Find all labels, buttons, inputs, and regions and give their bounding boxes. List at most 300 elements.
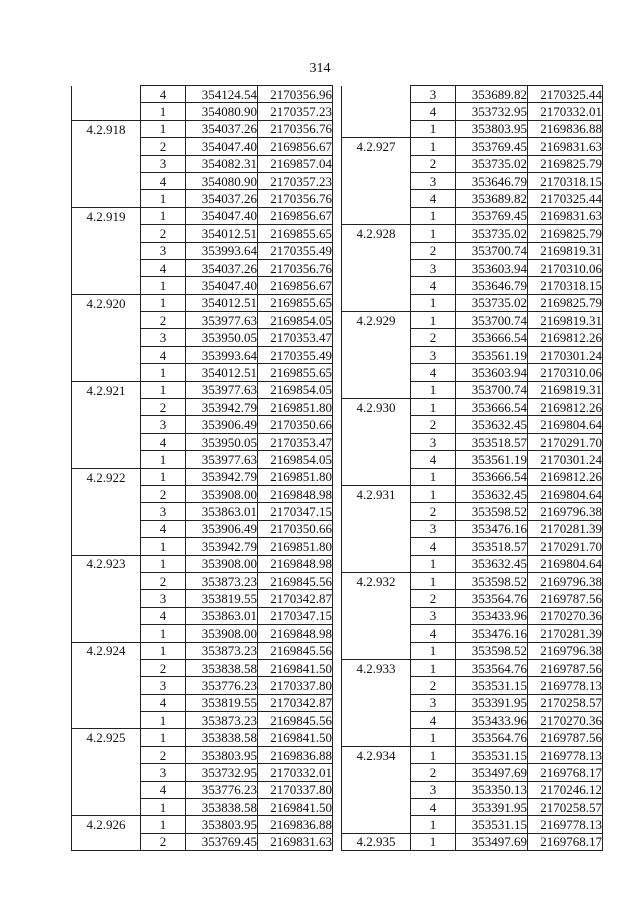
table-row: [342, 590, 603, 607]
parcel-id-cell: 4.2.926: [72, 816, 141, 833]
x-coordinate-cell: 353942.79: [186, 538, 258, 555]
table-row: [342, 764, 603, 781]
point-number-cell: 1: [141, 294, 186, 311]
parcel-id-cell: [342, 625, 411, 642]
x-coordinate-cell: 353769.45: [456, 207, 528, 224]
parcel-id-cell: [72, 625, 141, 642]
point-number-cell: 2: [411, 416, 456, 433]
point-number-cell: 1: [141, 799, 186, 816]
table-row: [72, 155, 333, 172]
y-coordinate-cell: 2169787.56: [528, 590, 603, 607]
table-row: [342, 277, 603, 294]
y-coordinate-cell: 2169848.98: [258, 485, 333, 502]
y-coordinate-cell: 2169796.38: [528, 503, 603, 520]
x-coordinate-cell: 354080.90: [186, 172, 258, 189]
x-coordinate-cell: 353838.58: [186, 799, 258, 816]
parcel-id-cell: 4.2.929: [342, 312, 411, 329]
x-coordinate-cell: 353735.02: [456, 155, 528, 172]
x-coordinate-cell: 353564.76: [456, 729, 528, 746]
y-coordinate-cell: 2170310.06: [528, 259, 603, 276]
parcel-id-cell: [72, 277, 141, 294]
y-coordinate-cell: 2170347.15: [258, 503, 333, 520]
y-coordinate-cell: 2170356.76: [258, 120, 333, 137]
x-coordinate-cell: 353838.58: [186, 659, 258, 676]
parcel-id-cell: [342, 346, 411, 363]
table-row: [72, 138, 333, 155]
x-coordinate-cell: 353666.54: [456, 329, 528, 346]
parcel-id-cell: [342, 816, 411, 833]
point-number-cell: 1: [141, 729, 186, 746]
parcel-id-cell: [342, 364, 411, 381]
point-number-cell: 1: [411, 555, 456, 572]
parcel-id-cell: [72, 677, 141, 694]
y-coordinate-cell: 2169778.13: [528, 816, 603, 833]
table-row: [342, 520, 603, 537]
point-number-cell: 1: [411, 225, 456, 242]
parcel-id-cell: [342, 381, 411, 398]
y-coordinate-cell: 2170356.76: [258, 190, 333, 207]
point-number-cell: 1: [411, 207, 456, 224]
point-number-cell: 4: [141, 259, 186, 276]
y-coordinate-cell: 2169855.65: [258, 364, 333, 381]
x-coordinate-cell: 354082.31: [186, 155, 258, 172]
x-coordinate-cell: 353873.23: [186, 712, 258, 729]
y-coordinate-cell: 2169855.65: [258, 294, 333, 311]
x-coordinate-cell: 353497.69: [456, 833, 528, 850]
point-number-cell: 2: [141, 833, 186, 850]
parcel-id-cell: [342, 781, 411, 798]
parcel-id-cell: [342, 120, 411, 137]
point-number-cell: 4: [141, 346, 186, 363]
point-number-cell: 3: [411, 259, 456, 276]
y-coordinate-cell: 2170353.47: [258, 433, 333, 450]
point-number-cell: 1: [411, 399, 456, 416]
parcel-id-cell: 4.2.922: [72, 468, 141, 485]
y-coordinate-cell: 2169851.80: [258, 538, 333, 555]
table-row: [72, 607, 333, 624]
table-row: [342, 781, 603, 798]
table-row: [342, 642, 603, 659]
x-coordinate-cell: 353735.02: [456, 225, 528, 242]
x-coordinate-cell: 353908.00: [186, 555, 258, 572]
parcel-id-cell: [72, 190, 141, 207]
point-number-cell: 3: [411, 694, 456, 711]
point-number-cell: 2: [141, 312, 186, 329]
parcel-id-cell: [342, 468, 411, 485]
y-coordinate-cell: 2170332.01: [258, 764, 333, 781]
table-row: [342, 659, 603, 676]
table-row: [72, 555, 333, 572]
point-number-cell: 1: [411, 138, 456, 155]
x-coordinate-cell: 353732.95: [456, 103, 528, 120]
y-coordinate-cell: 2169841.50: [258, 729, 333, 746]
x-coordinate-cell: 353908.00: [186, 485, 258, 502]
point-number-cell: 1: [141, 468, 186, 485]
table-row: [72, 103, 333, 120]
y-coordinate-cell: 2169796.38: [528, 572, 603, 589]
table-row: [72, 625, 333, 642]
y-coordinate-cell: 2169831.63: [258, 833, 333, 850]
table-row: [342, 729, 603, 746]
point-number-cell: 2: [141, 399, 186, 416]
y-coordinate-cell: 2170301.24: [528, 346, 603, 363]
x-coordinate-cell: 353518.57: [456, 538, 528, 555]
x-coordinate-cell: 353700.74: [456, 381, 528, 398]
parcel-id-cell: 4.2.928: [342, 225, 411, 242]
parcel-id-cell: [342, 712, 411, 729]
point-number-cell: 4: [411, 190, 456, 207]
y-coordinate-cell: 2169851.80: [258, 468, 333, 485]
point-number-cell: 3: [411, 781, 456, 798]
point-number-cell: 1: [141, 642, 186, 659]
y-coordinate-cell: 2170270.36: [528, 712, 603, 729]
x-coordinate-cell: 353561.19: [456, 346, 528, 363]
parcel-id-cell: [72, 694, 141, 711]
x-coordinate-cell: 353819.55: [186, 694, 258, 711]
point-number-cell: 1: [141, 277, 186, 294]
parcel-id-cell: [72, 138, 141, 155]
table-row: [72, 120, 333, 137]
y-coordinate-cell: 2169845.56: [258, 712, 333, 729]
table-row: [72, 833, 333, 850]
parcel-id-cell: [342, 607, 411, 624]
table-row: [72, 485, 333, 502]
parcel-id-cell: 4.2.924: [72, 642, 141, 659]
y-coordinate-cell: 2170342.87: [258, 694, 333, 711]
point-number-cell: 4: [141, 694, 186, 711]
y-coordinate-cell: 2169804.64: [528, 485, 603, 502]
parcel-id-cell: [72, 86, 141, 103]
x-coordinate-cell: 353564.76: [456, 590, 528, 607]
table-row: [342, 416, 603, 433]
point-number-cell: 1: [141, 816, 186, 833]
x-coordinate-cell: 353531.15: [456, 677, 528, 694]
table-row: [342, 190, 603, 207]
table-row: [72, 225, 333, 242]
point-number-cell: 2: [411, 155, 456, 172]
table-row: [342, 833, 603, 850]
y-coordinate-cell: 2169841.50: [258, 659, 333, 676]
x-coordinate-cell: 354047.40: [186, 277, 258, 294]
point-number-cell: 3: [141, 242, 186, 259]
point-number-cell: 1: [141, 103, 186, 120]
x-coordinate-cell: 353497.69: [456, 764, 528, 781]
point-number-cell: 3: [411, 346, 456, 363]
parcel-id-cell: 4.2.923: [72, 555, 141, 572]
y-coordinate-cell: 2170310.06: [528, 364, 603, 381]
y-coordinate-cell: 2170325.44: [528, 190, 603, 207]
table-row: [342, 572, 603, 589]
table-row: [342, 364, 603, 381]
parcel-id-cell: [72, 503, 141, 520]
point-number-cell: 3: [141, 764, 186, 781]
point-number-cell: 1: [411, 120, 456, 137]
y-coordinate-cell: 2169855.65: [258, 225, 333, 242]
point-number-cell: 3: [411, 607, 456, 624]
table-row: [72, 433, 333, 450]
x-coordinate-cell: 353993.64: [186, 242, 258, 259]
parcel-id-cell: [342, 242, 411, 259]
table-row: [342, 816, 603, 833]
point-number-cell: 1: [411, 468, 456, 485]
parcel-id-cell: [72, 364, 141, 381]
coordinates-table-left: [71, 85, 333, 851]
parcel-id-cell: 4.2.920: [72, 294, 141, 311]
y-coordinate-cell: 2170350.66: [258, 416, 333, 433]
point-number-cell: 2: [141, 659, 186, 676]
x-coordinate-cell: 353735.02: [456, 294, 528, 311]
x-coordinate-cell: 353977.63: [186, 312, 258, 329]
point-number-cell: 1: [411, 294, 456, 311]
point-number-cell: 3: [411, 86, 456, 103]
parcel-id-cell: [342, 451, 411, 468]
parcel-id-cell: [72, 746, 141, 763]
point-number-cell: 1: [141, 712, 186, 729]
y-coordinate-cell: 2170353.47: [258, 329, 333, 346]
parcel-id-cell: [72, 607, 141, 624]
y-coordinate-cell: 2170337.80: [258, 781, 333, 798]
point-number-cell: 3: [141, 155, 186, 172]
x-coordinate-cell: 353632.45: [456, 416, 528, 433]
point-number-cell: 2: [141, 485, 186, 502]
point-number-cell: 1: [411, 381, 456, 398]
parcel-id-cell: [72, 485, 141, 502]
parcel-id-cell: [342, 277, 411, 294]
table-row: [72, 312, 333, 329]
y-coordinate-cell: 2170258.57: [528, 694, 603, 711]
y-coordinate-cell: 2170281.39: [528, 625, 603, 642]
x-coordinate-cell: 354012.51: [186, 225, 258, 242]
point-number-cell: 1: [141, 381, 186, 398]
x-coordinate-cell: 353646.79: [456, 277, 528, 294]
point-number-cell: 4: [141, 781, 186, 798]
table-row: [72, 346, 333, 363]
x-coordinate-cell: 353603.94: [456, 364, 528, 381]
point-number-cell: 2: [411, 242, 456, 259]
parcel-id-cell: [72, 433, 141, 450]
y-coordinate-cell: 2169819.31: [528, 381, 603, 398]
y-coordinate-cell: 2169819.31: [528, 242, 603, 259]
x-coordinate-cell: 353598.52: [456, 642, 528, 659]
table-row: [342, 329, 603, 346]
point-number-cell: 2: [411, 503, 456, 520]
point-number-cell: 4: [141, 86, 186, 103]
y-coordinate-cell: 2170246.12: [528, 781, 603, 798]
parcel-id-cell: [72, 572, 141, 589]
parcel-id-cell: [72, 520, 141, 537]
x-coordinate-cell: 353391.95: [456, 694, 528, 711]
parcel-id-cell: [72, 764, 141, 781]
x-coordinate-cell: 353803.95: [186, 746, 258, 763]
parcel-id-cell: [342, 764, 411, 781]
parcel-id-cell: [342, 433, 411, 450]
point-number-cell: 2: [141, 138, 186, 155]
table-row: [342, 294, 603, 311]
parcel-id-cell: [72, 225, 141, 242]
x-coordinate-cell: 353803.95: [186, 816, 258, 833]
parcel-id-cell: [342, 520, 411, 537]
y-coordinate-cell: 2170350.66: [258, 520, 333, 537]
table-row: [72, 242, 333, 259]
parcel-id-cell: 4.2.918: [72, 120, 141, 137]
point-number-cell: 1: [411, 642, 456, 659]
table-row: [72, 764, 333, 781]
y-coordinate-cell: 2170332.01: [528, 103, 603, 120]
x-coordinate-cell: 353350.13: [456, 781, 528, 798]
coordinates-table-left-body: [72, 86, 333, 851]
y-coordinate-cell: 2169812.26: [528, 468, 603, 485]
parcel-id-cell: [72, 172, 141, 189]
x-coordinate-cell: 353776.23: [186, 677, 258, 694]
parcel-id-cell: [342, 694, 411, 711]
x-coordinate-cell: 353632.45: [456, 485, 528, 502]
table-row: [72, 381, 333, 398]
y-coordinate-cell: 2170318.15: [528, 172, 603, 189]
table-row: [72, 503, 333, 520]
y-coordinate-cell: 2169812.26: [528, 329, 603, 346]
table-row: [72, 416, 333, 433]
table-row: [342, 746, 603, 763]
parcel-id-cell: [342, 294, 411, 311]
point-number-cell: 2: [411, 677, 456, 694]
parcel-id-cell: 4.2.921: [72, 381, 141, 398]
point-number-cell: 4: [411, 625, 456, 642]
parcel-id-cell: [72, 799, 141, 816]
page-number: 314: [309, 61, 331, 76]
parcel-id-cell: [342, 538, 411, 555]
table-row: [72, 799, 333, 816]
x-coordinate-cell: 354124.54: [186, 86, 258, 103]
table-row: [342, 712, 603, 729]
parcel-id-cell: [342, 172, 411, 189]
parcel-id-cell: [342, 799, 411, 816]
x-coordinate-cell: 353950.05: [186, 433, 258, 450]
table-row: [72, 277, 333, 294]
x-coordinate-cell: 353873.23: [186, 642, 258, 659]
table-row: [342, 242, 603, 259]
x-coordinate-cell: 354012.51: [186, 294, 258, 311]
table-row: [342, 225, 603, 242]
parcel-id-cell: [72, 659, 141, 676]
parcel-id-cell: [72, 399, 141, 416]
parcel-id-cell: [342, 190, 411, 207]
parcel-id-cell: [342, 416, 411, 433]
parcel-id-cell: [72, 833, 141, 850]
y-coordinate-cell: 2169819.31: [528, 312, 603, 329]
point-number-cell: 3: [141, 416, 186, 433]
y-coordinate-cell: 2170291.70: [528, 538, 603, 555]
parcel-id-cell: [342, 555, 411, 572]
table-row: [342, 86, 603, 103]
parcel-id-cell: 4.2.934: [342, 746, 411, 763]
y-coordinate-cell: 2170342.87: [258, 590, 333, 607]
y-coordinate-cell: 2170291.70: [528, 433, 603, 450]
parcel-id-cell: 4.2.935: [342, 833, 411, 850]
parcel-id-cell: [342, 207, 411, 224]
x-coordinate-cell: 353950.05: [186, 329, 258, 346]
table-row: [342, 607, 603, 624]
coordinates-table-right: [341, 85, 603, 851]
point-number-cell: 1: [411, 485, 456, 502]
y-coordinate-cell: 2169841.50: [258, 799, 333, 816]
y-coordinate-cell: 2169836.88: [258, 746, 333, 763]
y-coordinate-cell: 2170356.76: [258, 259, 333, 276]
table-row: [72, 746, 333, 763]
table-row: [72, 538, 333, 555]
table-row: [72, 694, 333, 711]
y-coordinate-cell: 2169804.64: [528, 416, 603, 433]
table-row: [72, 364, 333, 381]
x-coordinate-cell: 353906.49: [186, 416, 258, 433]
parcel-id-cell: [342, 590, 411, 607]
parcel-id-cell: [72, 155, 141, 172]
point-number-cell: 4: [411, 103, 456, 120]
x-coordinate-cell: 353632.45: [456, 555, 528, 572]
x-coordinate-cell: 353689.82: [456, 86, 528, 103]
table-row: [342, 503, 603, 520]
parcel-id-cell: [72, 781, 141, 798]
table-row: [72, 572, 333, 589]
x-coordinate-cell: 353561.19: [456, 451, 528, 468]
point-number-cell: 1: [411, 816, 456, 833]
x-coordinate-cell: 353598.52: [456, 503, 528, 520]
x-coordinate-cell: 353666.54: [456, 468, 528, 485]
point-number-cell: 4: [411, 364, 456, 381]
y-coordinate-cell: 2169768.17: [528, 764, 603, 781]
x-coordinate-cell: 353977.63: [186, 451, 258, 468]
point-number-cell: 3: [411, 172, 456, 189]
point-number-cell: 1: [141, 538, 186, 555]
parcel-id-cell: [342, 329, 411, 346]
table-row: [72, 172, 333, 189]
y-coordinate-cell: 2169831.63: [528, 138, 603, 155]
point-number-cell: 1: [411, 312, 456, 329]
y-coordinate-cell: 2170270.36: [528, 607, 603, 624]
y-coordinate-cell: 2169825.79: [528, 155, 603, 172]
table-row: [342, 155, 603, 172]
table-row: [342, 399, 603, 416]
x-coordinate-cell: 353906.49: [186, 520, 258, 537]
point-number-cell: 4: [141, 172, 186, 189]
y-coordinate-cell: 2170258.57: [528, 799, 603, 816]
parcel-id-cell: [72, 590, 141, 607]
y-coordinate-cell: 2169854.05: [258, 381, 333, 398]
table-row: [342, 207, 603, 224]
table-row: [72, 781, 333, 798]
y-coordinate-cell: 2169768.17: [528, 833, 603, 850]
x-coordinate-cell: 353942.79: [186, 399, 258, 416]
x-coordinate-cell: 353977.63: [186, 381, 258, 398]
point-number-cell: 2: [411, 590, 456, 607]
x-coordinate-cell: 354047.40: [186, 138, 258, 155]
table-row: [72, 329, 333, 346]
parcel-id-cell: [342, 642, 411, 659]
point-number-cell: 2: [141, 572, 186, 589]
x-coordinate-cell: 353873.23: [186, 572, 258, 589]
parcel-id-cell: 4.2.930: [342, 399, 411, 416]
parcel-id-cell: 4.2.932: [342, 572, 411, 589]
table-row: [342, 694, 603, 711]
y-coordinate-cell: 2169854.05: [258, 451, 333, 468]
y-coordinate-cell: 2169857.04: [258, 155, 333, 172]
table-row: [72, 816, 333, 833]
table-row: [72, 294, 333, 311]
point-number-cell: 3: [141, 590, 186, 607]
table-row: [342, 138, 603, 155]
y-coordinate-cell: 2169848.98: [258, 555, 333, 572]
x-coordinate-cell: 353531.15: [456, 816, 528, 833]
x-coordinate-cell: 353769.45: [186, 833, 258, 850]
